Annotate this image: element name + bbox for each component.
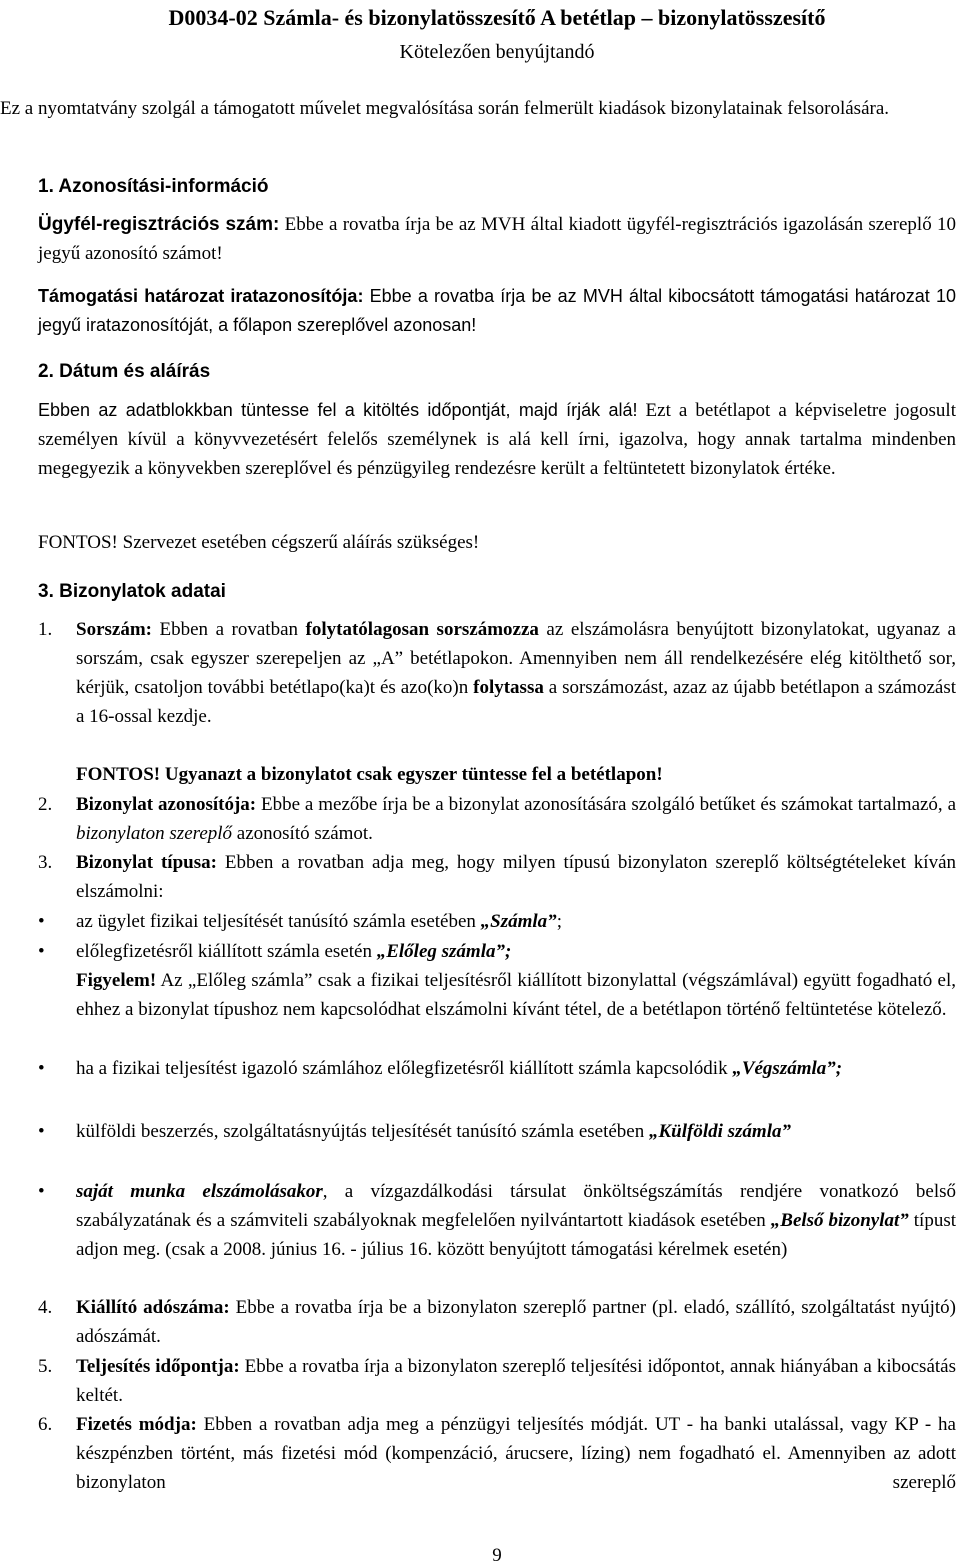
- bullet-icon: •: [38, 941, 45, 962]
- bullet-item-advance-invoice: [76, 937, 956, 966]
- item-1-text: [76, 615, 956, 731]
- bullet-item-foreign-invoice: [76, 1117, 956, 1146]
- page-subtitle: Kötelezően benyújtandó: [399, 41, 595, 63]
- item-6-text: [76, 1410, 956, 1497]
- section-2-paragraph: [38, 396, 956, 483]
- bullet-item-final-invoice: [76, 1054, 956, 1083]
- item-3-text: [76, 848, 956, 906]
- client-id-text: Ebbe a rovatba írja be az MVH által kiadott ügyfél-regisztrációs igazolásán szereplő 10 jegyű azonosító számot!: [38, 214, 957, 264]
- important-text: Szervezet esetében cégszerű aláírás szükséges!: [117, 532, 480, 553]
- item-1-bold-2: folytassa: [473, 677, 544, 698]
- item-2-italic: bizonylaton szereplő: [76, 823, 233, 844]
- important-label: FONTOS!: [38, 532, 118, 553]
- item-1-bold-1: folytatólagosan sorszámozza: [305, 619, 539, 640]
- item-1-part-2: az elszámolásra benyújtott bizonylatokat, ugyanaz a sorszám, csak egyszer szerepeljen az „A” betétlapokon. Amennyiben nem áll rendelkezésére elég kitölthető sor, kérjük, csatoljon további betétlapo(ka)t és azo(ko)n: [76, 619, 956, 698]
- item-2-part-2: azonosító számot.: [232, 823, 373, 844]
- bullet-1-type: „Számla”: [480, 911, 557, 932]
- item-6-number: 6.: [38, 1414, 53, 1435]
- item-2-label: Bizonylat azonosítója:: [76, 794, 257, 815]
- item-2-part-1: Ebbe a mezőbe írja be a bizonylat azonosítására szolgáló betűket és számokat tartalmazó, a: [256, 794, 957, 815]
- bullet-5-lead: saját munka elszámolásakor: [76, 1181, 323, 1202]
- item-5-number: 5.: [38, 1356, 53, 1377]
- section-2-heading: 2. Dátum és aláírás: [38, 361, 211, 382]
- item-1-number: 1.: [38, 619, 53, 640]
- item-3-number: 3.: [38, 852, 53, 873]
- bullet-item-invoice: [76, 907, 956, 936]
- item-4-part-1: Ebbe a rovatba írja be a bizonylaton szereplő partner (pl. eladó, szállító, szolgáltatást nyújtó) adószámát.: [76, 1297, 956, 1347]
- item-3-part-1: Ebben a rovatban adja meg, hogy milyen típusú bizonylaton szereplő költségtételeket kíván elszámolni:: [76, 852, 957, 902]
- item-1-note: FONTOS! Ugyanazt a bizonylatot csak egyszer tüntesse fel a betétlapon!: [76, 764, 663, 785]
- bullet-5-end: típust adjon meg. (csak a 2008. június 16. - július 16. között benyújtott támogatási kérelmek esetén): [76, 1210, 956, 1260]
- bullet-3-text: ha a fizikai teljesítést igazoló számlához előlegfizetésről kiállított számla kapcsolódik: [76, 1058, 733, 1079]
- intro-paragraph: Ez a nyomtatvány szolgál a támogatott művelet megvalósítása során felmerült kiadások bizonylatainak felsorolására.: [0, 98, 890, 119]
- page-title: D0034-02 Számla- és bizonylatösszesítő A betétlap – bizonylatösszesítő: [168, 5, 826, 30]
- item-6-label: Fizetés módja:: [76, 1414, 197, 1435]
- bullet-4-type: „Külföldi számla”: [648, 1121, 791, 1142]
- section-3-heading: 3. Bizonylatok adatai: [38, 581, 226, 602]
- warning-text: Az „Előleg számla” csak a fizikai teljesítésről kiállított bizonylattal (végszámlával) együtt fogadható el, ehhez a bizonylat típushoz nem kapcsolódhat elszámolni kívánt tétel, de a betétlapon történő feltüntetése kötelező.: [76, 970, 956, 1020]
- item-1-part-3: a sorszámozást, azaz az újabb betétlapon a számozást a 16-ossal kezdje.: [76, 677, 956, 727]
- bullet-4-text: külföldi beszerzés, szolgáltatásnyújtás teljesítését tanúsító számla esetében: [76, 1121, 649, 1142]
- item-5-label: Teljesítés időpontja:: [76, 1356, 240, 1377]
- bullet-2-type: „Előleg számla”;: [376, 941, 512, 962]
- item-5-part-1: Ebbe a rovatba írja a bizonylaton szereplő teljesítési időpontot, annak hiányában a kibocsátás keltét.: [76, 1356, 956, 1406]
- section-2-important: [38, 528, 956, 557]
- bullet-icon: •: [38, 1181, 45, 1202]
- item-2-number: 2.: [38, 794, 53, 815]
- bullet-1-text: az ügylet fizikai teljesítését tanúsító számla esetében: [76, 911, 481, 932]
- date-signature-details: Ezt a betétlapot a képviseletre jogosult személyen kívül a könyvvezetésért felelős személynek is alá kell írni, igazolva, hogy annak tartalma mindenben megegyezik a könyvekben szereplővel és pénzügyileg rendezésre került a feltüntetett bizonylatok értéke.: [38, 400, 956, 479]
- bullet-3-type: „Végszámla”;: [732, 1058, 843, 1079]
- bullet-5-text: , a vízgazdálkodási társulat önköltségszámítás rendjére vonatkozó belső szabályzatának és a számviteli szabályoknak megfelelően nyilvántartott kiadások esetében: [76, 1181, 956, 1231]
- item-2-text: [76, 790, 956, 848]
- item-4-number: 4.: [38, 1297, 53, 1318]
- bullet-5-type: „Belső bizonylat”: [770, 1210, 909, 1231]
- item-1-part-1: Ebben a rovatban: [151, 619, 306, 640]
- section-1-paragraph-2: [38, 282, 956, 340]
- page-number: 9: [492, 1545, 502, 1566]
- section-1-paragraph-1: [38, 210, 956, 268]
- item-3-label: Bizonylat típusa:: [76, 852, 217, 873]
- decision-id-label: Támogatási határozat iratazonosítója:: [38, 286, 364, 306]
- item-5-text: [76, 1352, 956, 1410]
- bullet-icon: •: [38, 1058, 45, 1079]
- item-1-label: Sorszám:: [76, 619, 152, 640]
- warning-paragraph: [76, 966, 956, 1024]
- item-4-label: Kiállító adószáma:: [76, 1297, 230, 1318]
- bullet-icon: •: [38, 911, 45, 932]
- decision-id-text: Ebbe a rovatba írja be az MVH által kibocsátott támogatási határozat 10 jegyű iratazonosítóját, a főlapon szereplővel azonosan!: [38, 286, 956, 335]
- warning-label: Figyelem!: [76, 970, 157, 991]
- bullet-2-text: előlegfizetésről kiállított számla esetén: [76, 941, 377, 962]
- item-4-text: [76, 1293, 956, 1351]
- bullet-item-internal-document: [76, 1177, 956, 1264]
- item-6-part-1: Ebben a rovatban adja meg a pénzügyi teljesítés módját. UT - ha banki utalással, vagy KP - ha készpénzben történt, más fizetési mód (kompenzáció, árucsere, lízing) nem fogadható el. Amennyiben az adott bizonylaton szereplő: [76, 1414, 956, 1493]
- date-signature-instruction: Ebben az adatblokkban tüntesse fel a kitöltés időpontját, majd írják alá!: [38, 400, 638, 420]
- section-1-heading: 1. Azonosítási-információ: [38, 176, 269, 197]
- client-id-label: Ügyfél-regisztrációs szám:: [38, 214, 280, 235]
- bullet-1-end: ;: [556, 911, 562, 932]
- bullet-icon: •: [38, 1121, 45, 1142]
